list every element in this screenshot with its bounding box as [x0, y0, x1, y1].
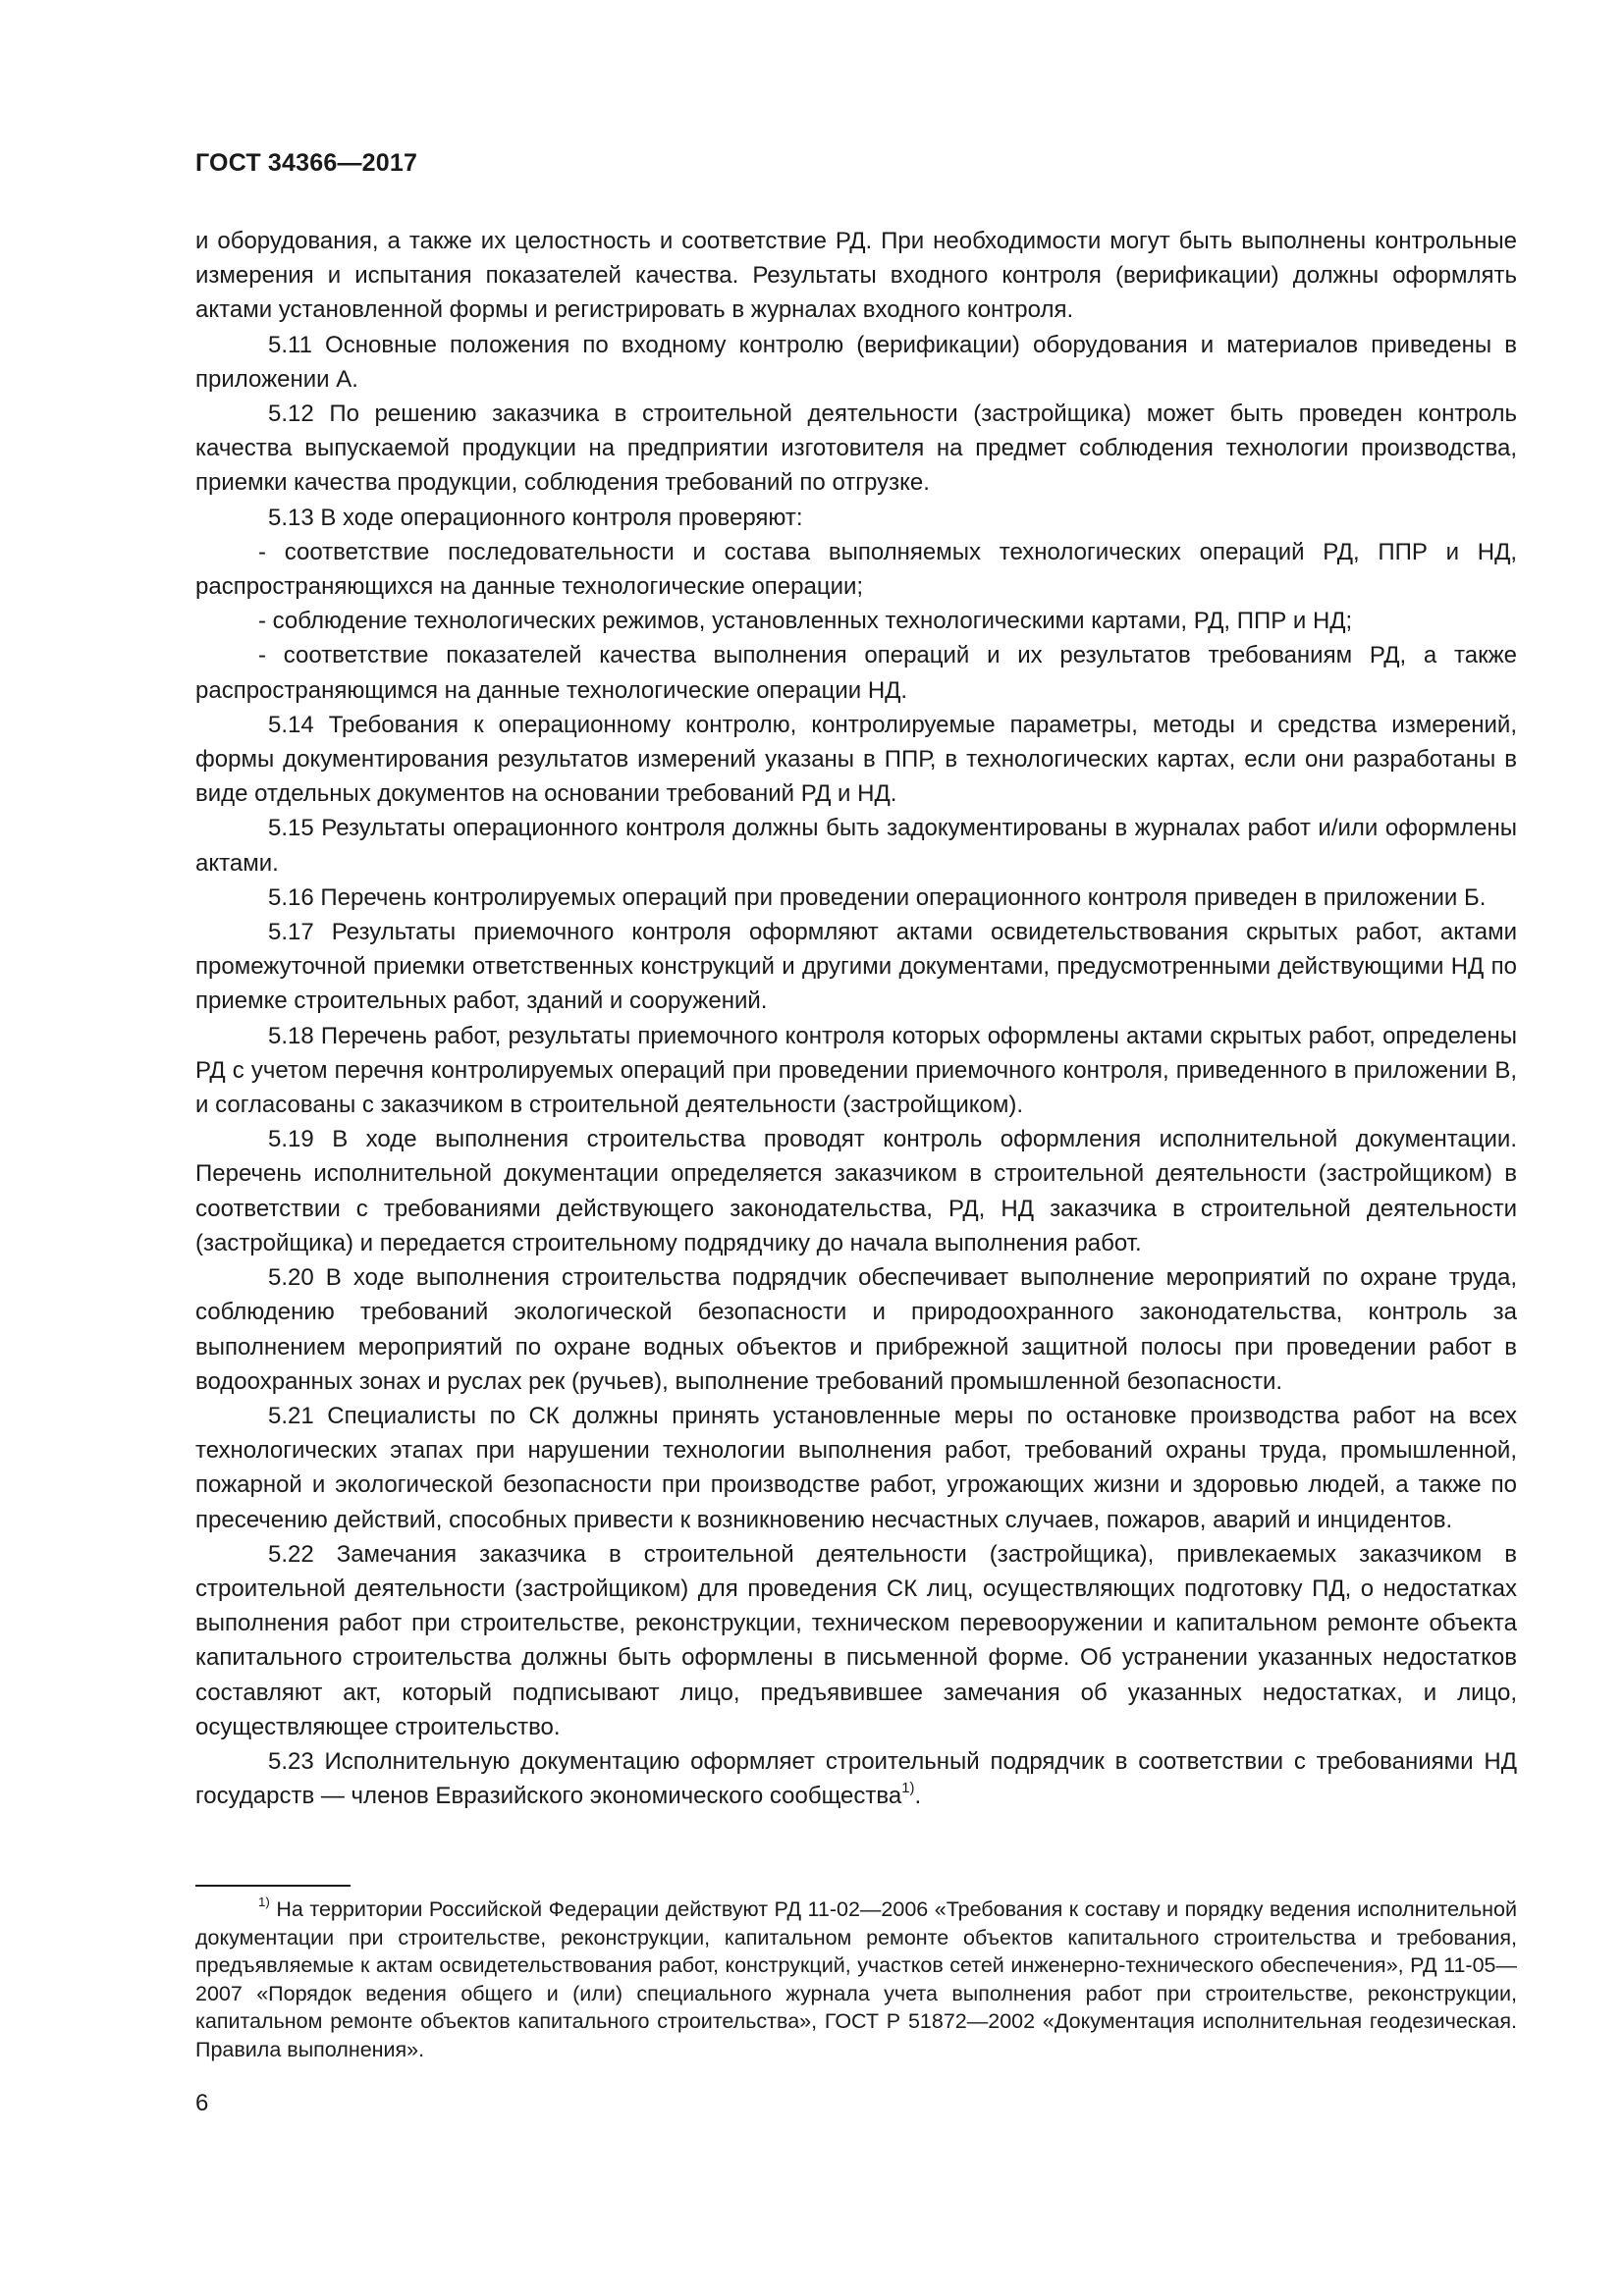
paragraph-5-19: 5.19 В ходе выполнения строительства проводят контроль оформления исполнительной документации. Перечень исполнительной документации определяется заказчиком в строительной деятельности (застройщиком) в соответствии с требованиями действующего законодательства, РД, НД заказчика в строительной деятельности (застройщика) и передается строительному подрядчику до начала выполнения работ.	[195, 1126, 1517, 1256]
footnote-reference[interactable]: 1)	[901, 1780, 915, 1796]
footnote-separator	[195, 1885, 351, 1887]
paragraph-5-20: 5.20 В ходе выполнения строительства подрядчик обеспечивает выполнение мероприятий по охране труда, соблюдению требований экологической безопасности и природоохранного законодательства, контроль за выполнением мероприятий по охране водных объектов и прибрежной защитной полосы при проведении работ в водоохранных зонах и руслах рек (ручьев), выполнение требований промышленной безопасности.	[195, 1264, 1517, 1395]
paragraph-5-12: 5.12 По решению заказчика в строительной деятельности (застройщика) может быть проведен контроль качества выпускаемой продукции на предприятии изготовителя на предмет соблюдения технологии производства, приемки качества продукции, соблюдения требований по отгрузке.	[195, 400, 1517, 497]
footnote-text: На территории Российской Федерации действуют РД 11-02—2006 «Требования к составу и порядку ведения исполнительной документации при строительстве, реконструкции, капитальном ремонте объектов капитального строительства и требования, предъявляемые к актам освидетельствования работ, конструкций, участков сетей инженерно-технического обеспечения», РД 11-05—2007 «Порядок ведения общего и (или) специального журнала учета выполнения работ при строительстве, реконструкции, капитальном ремонте объектов капитального строительства», ГОСТ Р 51872—2002 «Документация исполнительная геодезическая. Правила выполнения».	[195, 1897, 1517, 2061]
page-number: 6	[195, 2090, 209, 2116]
paragraph-5-18: 5.18 Перечень работ, результаты приемочного контроля которых оформлены актами скрытых работ, определены РД с учетом перечня контролируемых операций при проведении приемочного контроля, приведенного в приложении В, и согласованы с заказчиком в строительной деятельности (застройщиком).	[195, 1022, 1517, 1119]
list-item-dash: - соблюдение технологических режимов, установленных технологическими картами, РД, ППР и НД;	[258, 608, 1353, 635]
paragraph-5-15: 5.15 Результаты операционного контроля должны быть задокументированы в журналах работ и/или оформлены актами.	[195, 815, 1517, 877]
paragraph-5-17: 5.17 Результаты приемочного контроля оформляют актами освидетельствования скрытых работ, актами промежуточной приемки ответственных конструкций и другими документами, предусмотренными действующими НД по приемке строительных работ, зданий и сооружений.	[195, 919, 1517, 1015]
paragraph-5-23-tail: .	[914, 1783, 922, 1810]
footnote-1	[195, 1896, 1517, 2064]
paragraph-5-22: 5.22 Замечания заказчика в строительной деятельности (застройщика), привлекаемых заказчиком в строительной деятельности (застройщиком) для проведения СК лиц, осуществляющих подготовку ПД, о недостатках выполнения работ при строительстве, реконструкции, техническом перевооружении и капитальном ремонте объекта капитального строительства должны быть оформлены в письменной форме. Об устранении указанных недостатков составляют акт, который подписывают лицо, предъявившее замечания об указанных недостатках, и лицо, осуществляющее строительство.	[195, 1540, 1517, 1740]
paragraph-5-23-text: 5.23 Исполнительную документацию оформляет строительный подрядчик в соответствии с требованиями НД государств — членов Евразийского экономического сообщества	[195, 1747, 1517, 1810]
paragraph-5-11: 5.11 Основные положения по входному контролю (верификации) оборудования и материалов приведены в приложении А.	[195, 331, 1517, 393]
paragraph-5-23	[195, 1744, 1517, 1813]
paragraph-5-21: 5.21 Специалисты по СК должны принять установленные меры по остановке производства работ на всех технологических этапах при нарушении технологии выполнения работ, требований охраны труда, промышленной, пожарной и экологической безопасности при производстве работ, угрожающих жизни и здоровью людей, а также по пресечению действий, способных привести к возникновению несчастных случаев, пожаров, аварий и инцидентов.	[195, 1402, 1517, 1533]
paragraph-5-13: 5.13 В ходе операционного контроля проверяют:	[268, 504, 803, 531]
footnote-marker: 1)	[258, 1895, 270, 1910]
footnotes	[195, 1896, 1517, 2064]
page-header-doc-id: ГОСТ 34366—2017	[195, 149, 418, 177]
list-item-dash: - соответствие показателей качества выполнения операций и их результатов требованиям РД, а также распространяющимся на данные технологические операции НД.	[195, 642, 1517, 704]
paragraph-5-14: 5.14 Требования к операционному контролю, контролируемые параметры, методы и средства измерений, формы документирования результатов измерений указаны в ППР, в технологических картах, если они разработаны в виде отдельных документов на основании требований РД и НД.	[195, 711, 1517, 808]
main-text	[195, 224, 1517, 1813]
list-item-dash: - соответствие последовательности и состава выполняемых технологических операций РД, ППР и НД, распространяющихся на данные технологические операции;	[195, 538, 1517, 601]
paragraph-5-16: 5.16 Перечень контролируемых операций при проведении операционного контроля приведен в приложении Б.	[268, 883, 1487, 911]
paragraph-continuation: и оборудования, а также их целостность и соответствие РД. При необходимости могут быть выполнены контрольные измерения и испытания показателей качества. Результаты входного контроля (верификации) должны оформлять актами установленной формы и регистрировать в журналах входного контроля.	[195, 228, 1517, 324]
